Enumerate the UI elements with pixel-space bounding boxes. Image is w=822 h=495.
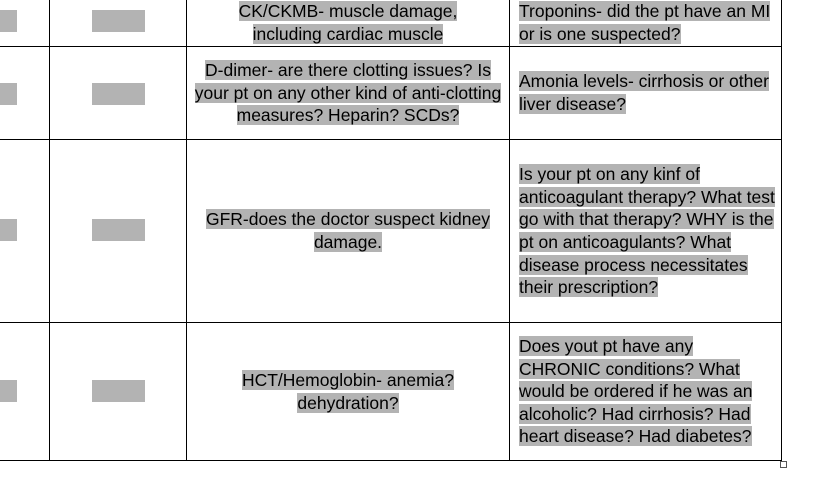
table-resize-handle[interactable] — [780, 461, 787, 468]
redacted-block — [0, 380, 17, 402]
redacted-block — [92, 83, 145, 105]
cell-text: Does yout pt have any CHRONIC conditions? What would be ordered if he was an alcoholic? Had cirrhosis? Had heart disease? Had diabetes? — [519, 336, 753, 447]
redacted-block — [0, 83, 17, 105]
redacted-block — [0, 219, 17, 241]
grid-tick — [49, 135, 50, 143]
table-cell-row3-middle — [187, 140, 509, 322]
cell-text: HCT/Hemoglobin- anemia? dehydration? — [241, 369, 455, 413]
table-cell-row3-right — [510, 140, 781, 322]
table-cell-row2-right — [510, 47, 781, 139]
cell-text: CK/CKMB- muscle damage, including cardiac muscle — [238, 1, 458, 44]
grid-tick — [49, 318, 50, 326]
table-border-right — [781, 0, 782, 461]
table-cell-row1-right — [510, 0, 781, 46]
cell-text: GFR-does the doctor suspect kidney damage. — [205, 209, 491, 252]
table-cell-row4-right — [510, 323, 781, 460]
cell-text: Amonia levels- cirrhosis or other liver disease? — [519, 71, 769, 114]
table-cell-row1-middle — [187, 0, 509, 46]
grid-tick — [49, 42, 50, 50]
table-cell-row2-middle — [187, 47, 509, 139]
redacted-block — [92, 380, 145, 402]
redacted-block — [0, 10, 17, 32]
table-border-row4-bottom — [0, 460, 782, 461]
table-cell-row4-middle — [187, 323, 509, 460]
cell-text: Troponins- did the pt have an MI or is one suspected? — [519, 1, 771, 44]
table-border-col1 — [49, 0, 50, 461]
cell-text: D-dimer- are there clotting issues? Is your pt on any other kind of anti-clotting measures? Heparin? SCDs? — [194, 60, 502, 126]
redacted-block — [92, 10, 145, 32]
cell-text: Is your pt on any kinf of anticoagulant therapy? What test go with that therapy? WHY is the pt on anticoagulants? What disease process necessitates their prescription? — [519, 164, 775, 298]
redacted-block — [92, 219, 145, 241]
